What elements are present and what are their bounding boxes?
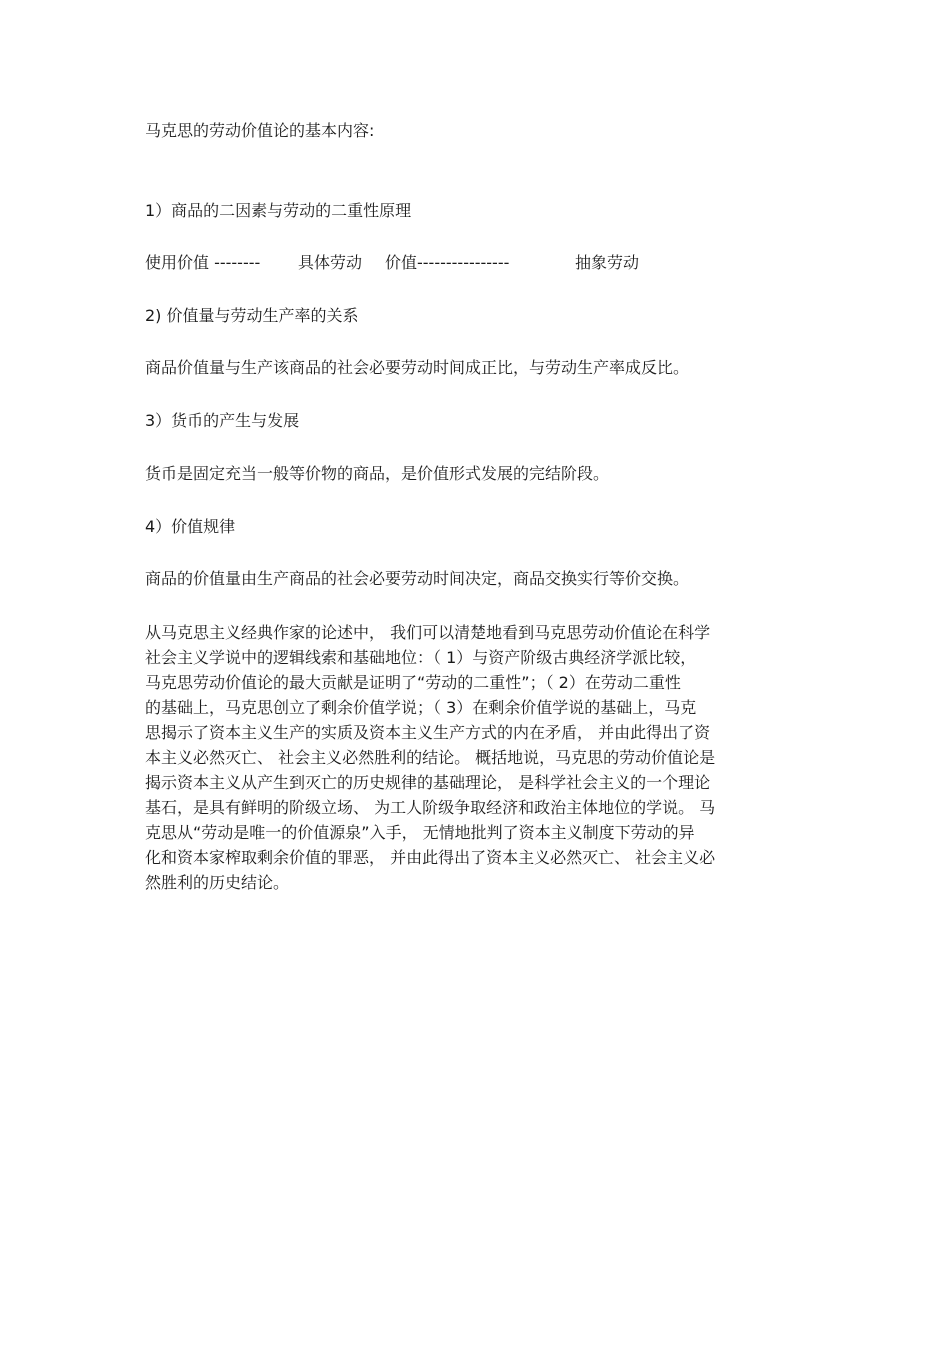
section-1-heading: 1）商品的二因素与劳动的二重性原理 bbox=[145, 201, 412, 220]
document-title: 马克思的劳动价值论的基本内容: bbox=[145, 121, 375, 140]
conclusion-paragraph bbox=[145, 620, 810, 895]
term-concrete-labor: 具体劳动 bbox=[298, 253, 363, 272]
terms-row bbox=[145, 253, 745, 273]
paragraph-line: 化和资本家榨取剩余价值的罪恶， 并由此得出了资本主义必然灭亡、 社会主义必 bbox=[145, 848, 716, 867]
section-4-heading: 4）价值规律 bbox=[145, 517, 236, 536]
paragraph-line: 马克思劳动价值论的最大贡献是证明了“劳动的二重性”；（ 2）在劳动二重性 bbox=[145, 673, 681, 692]
term-abstract-labor: 抽象劳动 bbox=[575, 253, 640, 272]
section-3-heading: 3）货币的产生与发展 bbox=[145, 411, 300, 430]
section-2-heading: 2) 价值量与劳动生产率的关系 bbox=[145, 306, 359, 325]
section-4-text: 商品的价值量由生产商品的社会必要劳动时间决定，商品交换实行等价交换。 bbox=[145, 569, 690, 588]
paragraph-line: 的基础上，马克思创立了剩余价值学说；（ 3）在剩余价值学说的基础上，马克 bbox=[145, 698, 697, 717]
term-use-value: 使用价值 -------- bbox=[145, 253, 261, 272]
paragraph-line: 本主义必然灭亡、 社会主义必然胜利的结论。 概括地说，马克思的劳动价值论是 bbox=[145, 748, 716, 767]
paragraph-line: 社会主义学说中的逻辑线索和基础地位：（ 1）与资产阶级古典经济学派比较， bbox=[145, 648, 697, 667]
paragraph-line: 基石，是具有鲜明的阶级立场、 为工人阶级争取经济和政治主体地位的学说。 马 bbox=[145, 798, 716, 817]
paragraph-line: 思揭示了资本主义生产的实质及资本主义生产方式的内在矛盾， 并由此得出了资 bbox=[145, 723, 711, 742]
term-value: 价值---------------- bbox=[385, 253, 510, 272]
section-3-text: 货币是固定充当一般等价物的商品，是价值形式发展的完结阶段。 bbox=[145, 464, 610, 483]
section-2-text: 商品价值量与生产该商品的社会必要劳动时间成正比，与劳动生产率成反比。 bbox=[145, 358, 690, 377]
paragraph-line: 然胜利的历史结论。 bbox=[145, 873, 290, 892]
paragraph-line: 揭示资本主义从产生到灭亡的历史规律的基础理论， 是科学社会主义的一个理论 bbox=[145, 773, 711, 792]
paragraph-line: 从马克思主义经典作家的论述中， 我们可以清楚地看到马克思劳动价值论在科学 bbox=[145, 623, 711, 642]
paragraph-line: 克思从“劳动是唯一的价值源泉”入手， 无情地批判了资本主义制度下劳动的异 bbox=[145, 823, 695, 842]
